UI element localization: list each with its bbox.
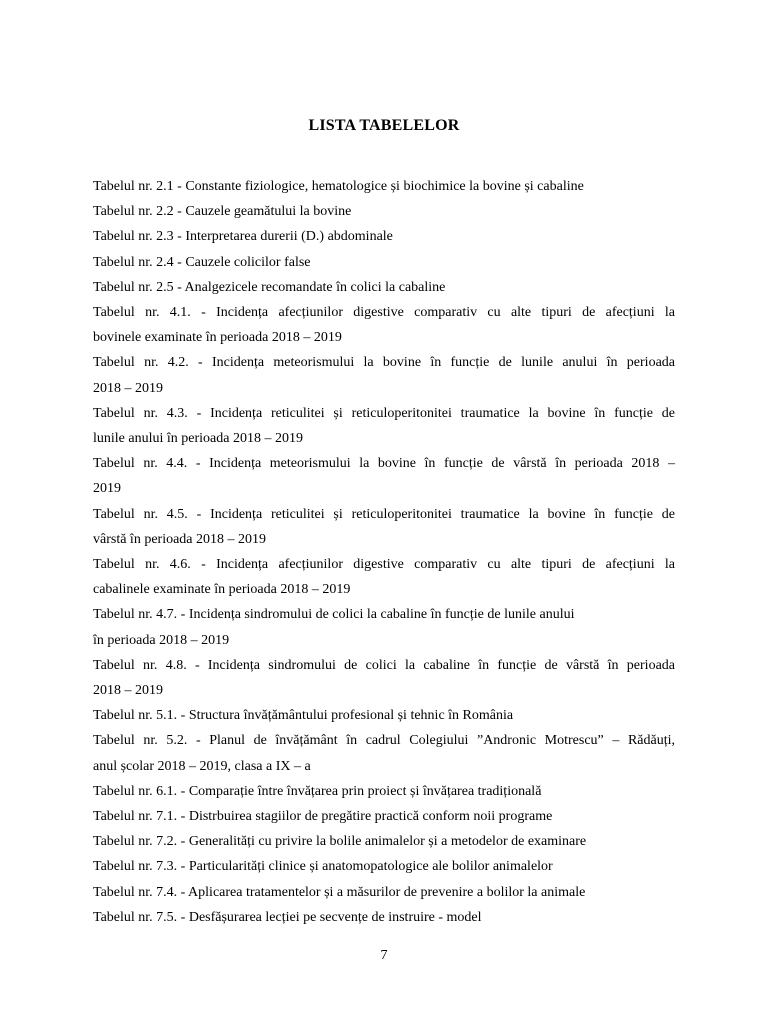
table-list-entry	[93, 174, 675, 199]
entry-line: Tabelul nr. 5.2. - Planul de învățământ în cadrul Colegiului ”Andronic Motrescu” – Rădăuți,	[93, 733, 675, 749]
table-list-entry	[93, 703, 675, 728]
table-list-entry	[93, 653, 675, 703]
entry-line: bovinele examinate în perioada 2018 – 2019	[93, 330, 342, 346]
entry-line: Tabelul nr. 4.1. - Incidența afecțiunilor digestive comparativ cu alte tipuri de afecțiuni la	[93, 305, 675, 321]
entry-line: Tabelul nr. 2.5 - Analgezicele recomandate în colici la cabaline	[93, 279, 446, 295]
entry-line: Tabelul nr. 4.2. - Incidența meteorismului la bovine în funcție de lunile anului în perioada	[93, 355, 675, 371]
table-list-entry	[93, 829, 675, 854]
entry-line: Tabelul nr. 2.3 - Interpretarea durerii (D.) abdominale	[93, 229, 393, 245]
entry-line: Tabelul nr. 7.3. - Particularități clinice și anatomopatologice ale bolilor animalelor	[93, 859, 553, 875]
table-list-entry	[93, 199, 675, 224]
table-list-entry	[93, 728, 675, 778]
table-list-entry	[93, 401, 675, 451]
table-list-entry	[93, 451, 675, 501]
entry-line: Tabelul nr. 4.8. - Incidența sindromului de colici la cabaline în funcție de vârstă în perioada	[93, 657, 675, 673]
table-list-entry	[93, 275, 675, 300]
table-list-entry	[93, 854, 675, 879]
entry-line: Tabelul nr. 4.5. - Incidența reticulitei și reticuloperitonitei traumatice la bovine în funcție de	[93, 506, 675, 522]
table-list-entry	[93, 224, 675, 249]
entry-line: lunile anului în perioada 2018 – 2019	[93, 431, 303, 447]
entry-line: Tabelul nr. 5.1. - Structura învățământului profesional și tehnic în România	[93, 708, 514, 724]
entry-line: 2019	[93, 481, 121, 497]
table-list-entry	[93, 779, 675, 804]
entry-line: Tabelul nr. 2.2 - Cauzele geamătului la bovine	[93, 204, 352, 220]
entry-line: 2018 – 2019	[93, 683, 163, 699]
entry-line: Tabelul nr. 2.1 - Constante fiziologice, hematologice și biochimice la bovine și cabaline	[93, 179, 584, 194]
entry-line: Tabelul nr. 6.1. - Comparație între învățarea prin proiect și învățarea tradițională	[93, 783, 542, 799]
entry-line: Tabelul nr. 4.3. - Incidența reticulitei și reticuloperitonitei traumatice la bovine în funcție de	[93, 405, 675, 421]
table-list-entry	[93, 602, 675, 652]
entry-line: vârstă în perioada 2018 – 2019	[93, 531, 267, 547]
entry-line: Tabelul nr. 7.5. - Desfășurarea lecției pe secvențe de instruire - model	[93, 909, 482, 925]
table-list-entry	[93, 552, 675, 602]
entry-line: Tabelul nr. 2.4 - Cauzele colicilor false	[93, 254, 311, 270]
entry-line: Tabelul nr. 4.4. - Incidența meteorismului la bovine în funcție de vârstă în perioada 2018 –	[93, 456, 675, 472]
table-list-entry	[93, 880, 675, 905]
entry-line: anul școlar 2018 – 2019, clasa a IX – a	[93, 758, 311, 774]
entry-line: Tabelul nr. 7.1. - Distrbuirea stagiilor de pregătire practică conform noii programe	[93, 809, 553, 825]
entry-line: cabalinele examinate în perioada 2018 – 2019	[93, 582, 351, 598]
entry-line: Tabelul nr. 7.2. - Generalități cu privire la bolile animalelor și a metodelor de examinare	[93, 834, 587, 850]
entry-line: Tabelul nr. 4.6. - Incidența afecțiunilor digestive comparativ cu alte tipuri de afecțiuni la	[93, 557, 675, 573]
table-list-entry	[93, 905, 675, 930]
table-list-entry	[93, 502, 675, 552]
entry-line: Tabelul nr. 7.4. - Aplicarea tratamentelor și a măsurilor de prevenire a bolilor la animale	[93, 884, 586, 900]
table-list-entry	[93, 804, 675, 829]
page-title: LISTA TABELELOR	[308, 117, 460, 134]
entry-line: Tabelul nr. 4.7. - Incidența sindromului de colici la cabaline în funcție de lunile anului	[93, 607, 575, 623]
entry-line: în perioada 2018 – 2019	[93, 632, 230, 648]
entry-line: 2018 – 2019	[93, 380, 163, 396]
table-list	[93, 174, 675, 930]
page-number: 7	[380, 948, 388, 963]
table-list-entry	[93, 300, 675, 350]
table-list-entry	[93, 350, 675, 400]
table-list-entry	[93, 250, 675, 275]
